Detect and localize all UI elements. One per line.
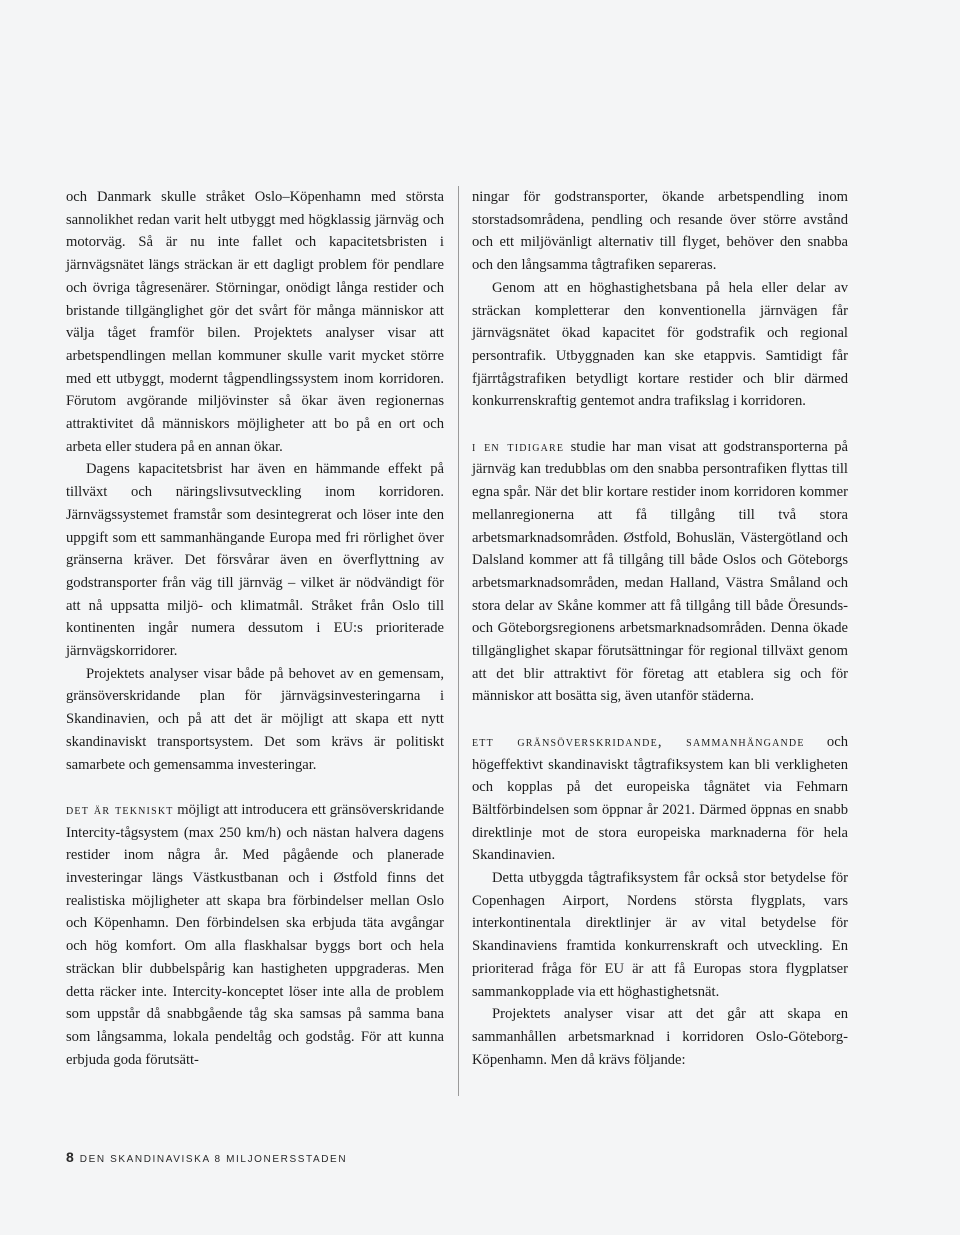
paragraph: Projektets analyser visar att det går att skapa en sammanhållen arbetsmarknad i korridoren Oslo-Göteborg-Köpenhamn. Men då krävs följande:	[472, 1006, 848, 1068]
section-lead-in: det är tekniskt	[66, 801, 174, 818]
paragraph: Genom att en höghastighetsbana på hela eller delar av sträckan kompletterar den konventionella järnvägen får järnvägsnätet ökad kapacitet för godstrafik och regional persontrafik. Utbyggnaden kan ske etappvis. Samtidigt får fjärrtågstrafiken betydligt kortare restider och blir därmed konkurrenskraftig gentemot andra trafikslag i korridoren.	[472, 279, 848, 410]
left-column	[66, 186, 444, 1071]
section-text: och högeffektivt skandinaviskt tågtrafiksystem kan bli verkligheten och kopplas på det europeiska tågnätet via Fehmarn Bältförbindelsen som öppnar år 2021. Därmed öppnas en snabb direktlinje mot de stora europeiska marknaderna för hela Skandinavien.	[472, 733, 848, 864]
column-divider	[458, 186, 459, 1096]
section-paragraph	[472, 436, 848, 708]
paragraph: Projektets analyser visar både på behovet av en gemensam, gränsöverskridande plan för järnvägsinvesteringarna i Skandinavien, och på att det är möjligt att skapa ett nytt skandinaviskt transportsystem. Det som krävs är politiskt samarbete och gemensamma investeringar.	[66, 665, 444, 773]
running-title: DEN SKANDINAVISKA 8 MILJONERSSTADEN	[79, 1154, 348, 1165]
right-column	[472, 186, 848, 1071]
paragraph: Dagens kapacitetsbrist har även en hämmande effekt på tillväxt och näringslivsutveckling inom korridoren. Järnvägssystemet framstår som desintegrerat och löser inte den uppgift som ett sammanhängande Europa med fri rörlighet över gränserna kräver. Det försvårar även en överflyttning av godstransporter från väg till järnväg – vilket är nödvändigt för att nå uppsatta miljö- och klimatmål. Stråket från Oslo till kontinenten ingår numera dessutom i EU:s prioriterade järnvägskorridorer.	[66, 461, 444, 660]
section-text: möjligt att introducera ett gränsöverskridande Intercity-tågsystem (max 250 km/h) och nästan halvera dagens restider inom några år. Med pågående och planerade investeringar längs Västkustbanan och i Østfold finns det realistiska möjligheter att skapa bra förbindelser mellan Oslo och Köpenhamn. Den förbindelsen ska erbjuda täta avgångar och hög komfort. Om alla flaskhalsar byggs bort och hela sträckan blir dubbelspårig kan hastigheten uppgraderas. Men detta räcker inte. Intercity-konceptet löser inte alla de problem som uppstår då snabbgående tåg ska samsas på samma bana som långsamma, lokala pendeltåg och godståg. För att kunna erbjuda goda förutsätt-	[66, 801, 444, 1068]
section-lead-in: ett gränsöverskridande, sammanhängande	[472, 733, 805, 750]
section-paragraph	[472, 731, 848, 867]
paragraph: och Danmark skulle stråket Oslo–Köpenhamn med största sannolikhet redan varit helt utbyggt med högklassig järnväg och motorväg. Så är nu inte fallet och kapacitetsbristen i järnvägsnätet längs sträckan är ett dagligt problem för pendlare och övriga tågresenärer. Störningar, onödigt långa restider och bristande tillgänglighet gör det svårt för många människor att välja tåget framför bilen. Projektets analyser visar att arbetspendlingen mellan kommuner skulle varit mycket större med ett utbyggt, modernt tågpendlingssystem inom korridoren. Förutom avgörande miljövinster så ökar även regionernas attraktivitet då människors möjligheter att bo på en ort och arbeta eller studera på en annan ökar.	[66, 189, 444, 455]
section-text: studie har man visat att godstransporterna på järnväg kan tredubblas om den snabba persontrafiken flyttas till egna spår. När det blir kortare restider inom korridoren kommer mellanregionerna att få tillgång till två stora arbetsmarknadsområden. Østfold, Bohuslän, Västergötland och Dalsland kommer att få tillgång till både Oslos och Göteborgs arbetsmarknadsområden, medan Halland, Västra Småland och stora delar av Skåne kommer att få tillgång till både Öresunds- och Göteborgsregionens arbetsmarknadsområden. Denna ökade tillgänglighet skapar förutsättningar för regional tillväxt genom att det blir attraktivt för företag att etablera sig och för människor att bosätta sig, även utanför städerna.	[472, 438, 848, 705]
paragraph: Detta utbyggda tågtrafiksystem får också stor betydelse för Copenhagen Airport, Nordens största flygplats, vars interkontinentala direktlinjer är av vital betydelse för Skandinaviens framtida konkurrenskraft och utveckling. En prioriterad fråga för EU är att få Europas stora flygplatser sammankopplade via ett höghastighetsnät.	[472, 870, 848, 1000]
section-lead-in: i en tidigare	[472, 438, 565, 455]
paragraph: ningar för godstransporter, ökande arbetspendling inom storstadsområdena, pendling och resande över större avstånd och ett miljövänligt alternativ till flyget, behöver den snabba och den långsamma tågtrafiken separeras.	[472, 189, 848, 274]
section-paragraph	[66, 799, 444, 1071]
page-footer	[66, 1149, 347, 1165]
page-number: 8	[66, 1149, 74, 1165]
